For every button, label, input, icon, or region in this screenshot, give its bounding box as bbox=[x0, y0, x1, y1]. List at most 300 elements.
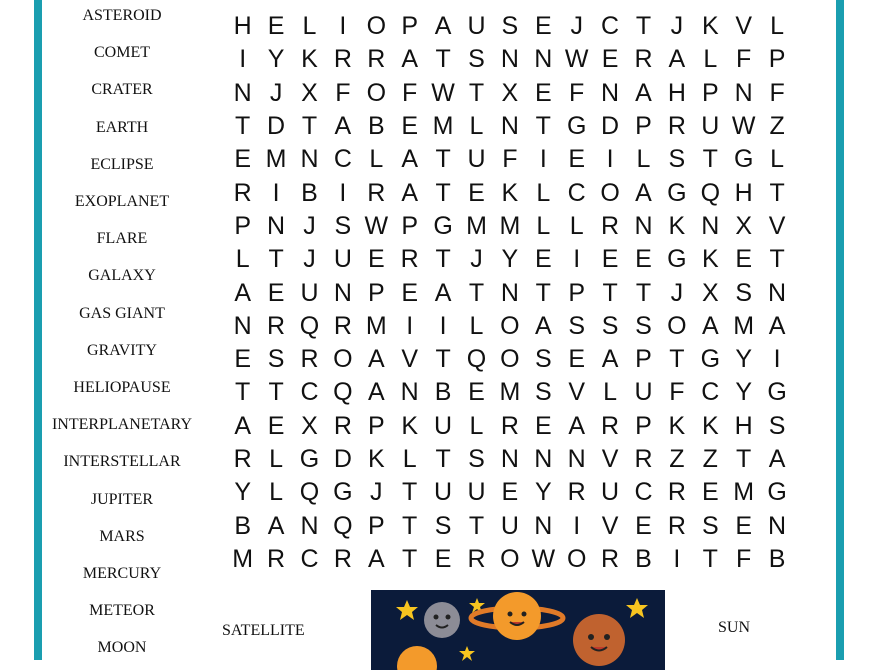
grid-letter: I bbox=[239, 45, 247, 74]
grid-letter: R bbox=[400, 245, 419, 274]
grid-letter: X bbox=[735, 211, 753, 240]
grid-letter: F bbox=[502, 145, 518, 174]
grid-letter: T bbox=[435, 445, 451, 474]
grid-letter: K bbox=[668, 211, 686, 240]
grid-letter: P bbox=[635, 112, 652, 141]
grid-letter: O bbox=[500, 544, 520, 573]
grid-letter: N bbox=[768, 278, 787, 307]
grid-letter: L bbox=[269, 478, 284, 507]
grid-letter: M bbox=[499, 378, 521, 407]
grid-letter: L bbox=[269, 445, 284, 474]
grid-letter: Q bbox=[299, 478, 320, 507]
word-list-item: METEOR bbox=[89, 602, 155, 620]
grid-letter: K bbox=[668, 411, 686, 440]
grid-letter: N bbox=[768, 511, 787, 540]
grid-letter: N bbox=[601, 78, 620, 107]
grid-letter: N bbox=[267, 211, 286, 240]
word-list-item: ASTEROID bbox=[82, 7, 162, 24]
grid-letter: S bbox=[434, 511, 452, 540]
grid-letter: L bbox=[469, 411, 484, 440]
grid-letter: O bbox=[667, 311, 687, 340]
grid-letter: T bbox=[268, 378, 284, 407]
grid-letter: J bbox=[269, 78, 283, 107]
grid-letter: P bbox=[367, 278, 385, 307]
grid-letter: S bbox=[267, 345, 285, 374]
grid-letter: H bbox=[233, 12, 252, 41]
grid-letter: U bbox=[434, 411, 453, 440]
grid-letter: K bbox=[301, 45, 318, 74]
grid-letter: T bbox=[402, 511, 418, 540]
grid-letter: C bbox=[567, 178, 586, 207]
grid-letter: P bbox=[568, 278, 586, 307]
grid-letter: V bbox=[601, 445, 619, 474]
grid-letter: S bbox=[468, 45, 485, 74]
grid-letter: F bbox=[769, 78, 785, 107]
grid-letter: P bbox=[701, 78, 719, 107]
grid-letter: R bbox=[634, 45, 653, 74]
grid-letter: A bbox=[601, 345, 619, 374]
grid-letter: V bbox=[768, 211, 786, 240]
grid-letter: S bbox=[568, 311, 586, 340]
page-border-right bbox=[836, 0, 844, 660]
grid-letter: T bbox=[736, 445, 752, 474]
grid-letter: L bbox=[369, 145, 384, 174]
grid-letter: U bbox=[467, 12, 486, 41]
grid-letter: A bbox=[635, 78, 652, 107]
grid-letter: V bbox=[735, 12, 753, 41]
grid-letter: B bbox=[301, 178, 318, 207]
word-list-item: FLARE bbox=[96, 230, 148, 248]
grid-letter: I bbox=[573, 511, 581, 540]
grid-letter: E bbox=[635, 245, 652, 274]
grid-letter: Y bbox=[267, 45, 285, 74]
grid-letter: I bbox=[439, 311, 447, 340]
grid-letter: T bbox=[435, 345, 451, 374]
grid-letter: M bbox=[733, 478, 755, 507]
grid-letter: V bbox=[568, 378, 586, 407]
grid-letter: I bbox=[539, 145, 547, 174]
grid-letter: I bbox=[773, 345, 781, 374]
grid-letter: O bbox=[366, 12, 387, 41]
grid-letter: R bbox=[634, 445, 653, 474]
grid-letter: I bbox=[606, 145, 614, 174]
grid-letter: O bbox=[500, 311, 520, 340]
grid-letter: F bbox=[669, 378, 685, 407]
grid-letter: L bbox=[469, 311, 484, 340]
grid-letter: Q bbox=[333, 378, 353, 407]
grid-letter: X bbox=[301, 78, 318, 107]
grid-letter: U bbox=[701, 112, 720, 141]
grid-letter: J bbox=[570, 12, 583, 41]
grid-letter: N bbox=[701, 211, 720, 240]
word-list-item: INTERPLANETARY bbox=[51, 416, 193, 434]
grid-letter: P bbox=[768, 45, 786, 74]
grid-letter: E bbox=[401, 112, 419, 141]
grid-letter: D bbox=[601, 112, 620, 141]
grid-letter: R bbox=[567, 478, 586, 507]
grid-letter: M bbox=[265, 145, 287, 174]
grid-letter: M bbox=[733, 311, 755, 340]
grid-letter: N bbox=[634, 211, 653, 240]
grid-letter: U bbox=[601, 478, 620, 507]
grid-letter: B bbox=[768, 544, 786, 573]
grid-letter: D bbox=[267, 112, 286, 141]
grid-letter: C bbox=[300, 378, 319, 407]
grid-letter: L bbox=[703, 45, 718, 74]
grid-letter: U bbox=[500, 511, 519, 540]
word-list-item: COMET bbox=[94, 44, 150, 62]
grid-letter: T bbox=[301, 112, 318, 141]
grid-letter: M bbox=[499, 211, 521, 240]
grid-letter: T bbox=[702, 544, 718, 573]
grid-letter: U bbox=[333, 245, 352, 274]
planets-illustration bbox=[367, 590, 669, 670]
grid-letter: P bbox=[234, 211, 252, 240]
grid-letter: E bbox=[401, 278, 419, 307]
grid-letter: M bbox=[232, 544, 254, 573]
grid-letter: R bbox=[500, 411, 519, 440]
grid-letter: A bbox=[334, 112, 352, 141]
grid-letter: T bbox=[435, 145, 451, 174]
grid-letter: I bbox=[339, 178, 347, 207]
grid-letter: E bbox=[501, 478, 519, 507]
grid-letter: B bbox=[635, 544, 652, 573]
grid-letter: A bbox=[434, 278, 452, 307]
word-list-item: ECLIPSE bbox=[90, 155, 154, 173]
grid-letter: A bbox=[668, 45, 686, 74]
grid-letter: J bbox=[370, 478, 383, 507]
grid-letter: E bbox=[267, 278, 285, 307]
grid-letter: L bbox=[536, 211, 551, 240]
grid-letter: N bbox=[500, 112, 519, 141]
grid-letter: T bbox=[402, 544, 418, 573]
grid-letter: A bbox=[768, 445, 786, 474]
grid-letter: M bbox=[466, 211, 487, 240]
grid-letter: Y bbox=[501, 245, 519, 274]
grid-letter: I bbox=[573, 245, 581, 274]
grid-letter: H bbox=[667, 78, 686, 107]
word-list-item: MARS bbox=[99, 527, 145, 545]
word-list-item: MERCURY bbox=[82, 565, 162, 582]
grid-letter: N bbox=[534, 45, 553, 74]
grid-letter: T bbox=[235, 378, 251, 407]
grid-letter: W bbox=[364, 211, 389, 240]
grid-letter: L bbox=[569, 211, 584, 240]
grid-letter: U bbox=[434, 478, 453, 507]
grid-letter: G bbox=[566, 112, 587, 141]
grid-letter: W bbox=[731, 112, 756, 141]
grid-letter: E bbox=[367, 245, 385, 274]
grid-letter: A bbox=[267, 511, 285, 540]
grid-letter: A bbox=[434, 12, 452, 41]
grid-letter: L bbox=[402, 445, 417, 474]
grid-letter: T bbox=[435, 178, 451, 207]
grid-letter: Z bbox=[669, 445, 685, 474]
grid-letter: L bbox=[770, 12, 785, 41]
grid-letter: A bbox=[768, 311, 786, 340]
grid-letter: D bbox=[333, 445, 352, 474]
grid-letter: V bbox=[401, 345, 419, 374]
grid-letter: R bbox=[333, 544, 352, 573]
grid-letter: Z bbox=[702, 445, 718, 474]
grid-letter: T bbox=[468, 511, 485, 540]
grid-letter: R bbox=[601, 211, 620, 240]
grid-letter: G bbox=[700, 345, 721, 374]
grid-letter: S bbox=[635, 311, 652, 340]
grid-letter: E bbox=[267, 12, 285, 41]
grid-letter: L bbox=[469, 112, 484, 141]
grid-letter: T bbox=[635, 278, 652, 307]
grid-letter: F bbox=[736, 45, 752, 74]
grid-letter: R bbox=[601, 544, 620, 573]
grid-letter: N bbox=[534, 511, 553, 540]
word-list-item: GAS GIANT bbox=[79, 304, 165, 322]
word-list-item: MOON bbox=[97, 639, 147, 657]
grid-letter: E bbox=[234, 145, 252, 174]
grid-letter: E bbox=[534, 245, 552, 274]
grid-letter: O bbox=[333, 345, 353, 374]
word-satellite: SATELLITE bbox=[222, 622, 305, 639]
word-list-item: GALAXY bbox=[88, 267, 156, 285]
grid-letter: E bbox=[468, 378, 485, 407]
grid-letter: A bbox=[367, 378, 385, 407]
grid-letter: L bbox=[770, 145, 785, 174]
grid-letter: A bbox=[367, 544, 385, 573]
grid-letter: A bbox=[367, 345, 385, 374]
grid-letter: A bbox=[234, 278, 252, 307]
grid-letter: T bbox=[268, 245, 284, 274]
grid-letter: A bbox=[401, 45, 419, 74]
grid-letter: N bbox=[300, 511, 319, 540]
grid-letter: Q bbox=[333, 511, 353, 540]
grid-letter: K bbox=[701, 411, 719, 440]
grid-letter: N bbox=[300, 145, 319, 174]
grid-letter: G bbox=[767, 378, 787, 407]
grid-letter: R bbox=[333, 45, 352, 74]
grid-letter: K bbox=[701, 245, 719, 274]
grid-letter: E bbox=[434, 544, 452, 573]
grid-letter: S bbox=[601, 311, 619, 340]
grid-letter: L bbox=[636, 145, 651, 174]
grid-letter: L bbox=[302, 12, 317, 41]
grid-letter: R bbox=[333, 411, 352, 440]
grid-letter: J bbox=[303, 245, 316, 274]
grid-letter: G bbox=[667, 178, 687, 207]
grid-letter: R bbox=[233, 178, 252, 207]
grid-letter: F bbox=[402, 78, 418, 107]
grid-letter: U bbox=[300, 278, 319, 307]
word-sun: SUN bbox=[718, 619, 751, 636]
grid-letter: Q bbox=[700, 178, 721, 207]
grid-letter: E bbox=[234, 345, 252, 374]
grid-letter: R bbox=[233, 445, 252, 474]
grid-letter: W bbox=[531, 544, 556, 573]
grid-letter: F bbox=[569, 78, 585, 107]
grid-letter: T bbox=[669, 345, 685, 374]
letter-grid bbox=[226, 10, 794, 576]
grid-letter: E bbox=[468, 178, 485, 207]
grid-letter: T bbox=[602, 278, 618, 307]
grid-letter: P bbox=[367, 511, 385, 540]
grid-letter: S bbox=[534, 378, 552, 407]
grid-letter: O bbox=[500, 345, 520, 374]
word-list-item: CRATER bbox=[91, 81, 153, 99]
grid-letter: S bbox=[768, 411, 786, 440]
grid-letter: E bbox=[534, 78, 552, 107]
grid-letter: S bbox=[334, 211, 352, 240]
grid-letter: N bbox=[567, 445, 586, 474]
grid-letter: S bbox=[735, 278, 753, 307]
grid-letter: S bbox=[501, 12, 519, 41]
grid-letter: K bbox=[367, 445, 385, 474]
grid-letter: L bbox=[536, 178, 551, 207]
grid-letter: J bbox=[670, 12, 684, 41]
grid-letter: R bbox=[267, 544, 286, 573]
grid-letter: N bbox=[500, 445, 519, 474]
grid-letter: A bbox=[568, 411, 586, 440]
grid-letter: M bbox=[432, 112, 454, 141]
grid-letter: G bbox=[733, 145, 754, 174]
grid-letter: T bbox=[769, 178, 785, 207]
grid-letter: F bbox=[736, 544, 752, 573]
grid-letter: Y bbox=[735, 378, 753, 407]
grid-letter: E bbox=[534, 411, 552, 440]
grid-letter: N bbox=[534, 445, 553, 474]
grid-letter: O bbox=[600, 178, 620, 207]
grid-letter: T bbox=[769, 245, 785, 274]
grid-letter: W bbox=[431, 78, 455, 107]
grid-letter: P bbox=[367, 411, 385, 440]
grid-letter: E bbox=[601, 45, 619, 74]
grid-letter: E bbox=[735, 245, 753, 274]
grid-letter: G bbox=[433, 211, 453, 240]
grid-letter: K bbox=[701, 12, 719, 41]
grid-letter: A bbox=[234, 411, 252, 440]
grid-letter: N bbox=[400, 378, 419, 407]
grid-letter: T bbox=[535, 278, 551, 307]
grid-letter: B bbox=[367, 112, 385, 141]
grid-letter: G bbox=[333, 478, 353, 507]
grid-letter: T bbox=[402, 478, 418, 507]
grid-letter: H bbox=[734, 411, 753, 440]
grid-letter: L bbox=[603, 378, 618, 407]
grid-letter: Z bbox=[769, 112, 785, 141]
grid-letter: S bbox=[468, 445, 485, 474]
grid-letter: A bbox=[401, 145, 419, 174]
grid-letter: C bbox=[333, 145, 352, 174]
grid-letter: Y bbox=[534, 478, 552, 507]
grid-letter: R bbox=[667, 112, 686, 141]
grid-letter: Y bbox=[234, 478, 252, 507]
grid-letter: E bbox=[267, 411, 285, 440]
grid-letter: C bbox=[300, 544, 319, 573]
grid-letter: C bbox=[634, 478, 653, 507]
grid-letter: R bbox=[667, 478, 686, 507]
grid-letter: W bbox=[564, 45, 589, 74]
grid-letter: R bbox=[300, 345, 319, 374]
grid-letter: G bbox=[767, 478, 787, 507]
grid-letter: N bbox=[500, 45, 519, 74]
word-list-item: EXOPLANET bbox=[74, 193, 170, 210]
grid-letter: U bbox=[467, 145, 486, 174]
grid-letter: N bbox=[734, 78, 753, 107]
grid-letter: R bbox=[667, 511, 686, 540]
grid-letter: E bbox=[735, 511, 753, 540]
grid-letter: G bbox=[299, 445, 320, 474]
grid-letter: P bbox=[635, 345, 652, 374]
grid-letter: R bbox=[333, 311, 352, 340]
grid-letter: X bbox=[501, 78, 519, 107]
grid-letter: O bbox=[366, 78, 387, 107]
brown-planet-icon bbox=[573, 614, 625, 666]
grid-letter: X bbox=[701, 278, 719, 307]
grid-letter: N bbox=[500, 278, 519, 307]
grid-letter: Q bbox=[466, 345, 487, 374]
grid-letter: I bbox=[673, 544, 681, 573]
grid-letter: R bbox=[601, 411, 620, 440]
grid-letter: T bbox=[468, 278, 485, 307]
grid-letter: C bbox=[701, 378, 720, 407]
grid-letter: L bbox=[235, 245, 250, 274]
grid-letter: G bbox=[667, 245, 687, 274]
grid-letter: T bbox=[435, 45, 451, 74]
grid-letter: X bbox=[301, 411, 318, 440]
grid-letter: J bbox=[670, 278, 684, 307]
grid-letter: V bbox=[601, 511, 619, 540]
grid-letter: E bbox=[701, 478, 719, 507]
grid-letter: K bbox=[401, 411, 419, 440]
grid-letter: F bbox=[335, 78, 351, 107]
grid-letter: E bbox=[568, 145, 586, 174]
word-list-item: JUPITER bbox=[90, 490, 154, 508]
grid-letter: A bbox=[534, 311, 552, 340]
grid-letter: T bbox=[702, 145, 718, 174]
grid-letter: E bbox=[568, 345, 586, 374]
grid-letter: P bbox=[635, 411, 652, 440]
grid-letter: S bbox=[668, 145, 686, 174]
grid-letter: H bbox=[734, 178, 753, 207]
grid-letter: T bbox=[635, 12, 652, 41]
grid-letter: N bbox=[333, 278, 352, 307]
gray-planet-icon bbox=[424, 602, 460, 638]
grid-letter: P bbox=[401, 12, 419, 41]
grid-letter: C bbox=[601, 12, 620, 41]
grid-letter: T bbox=[435, 245, 451, 274]
grid-letter: S bbox=[701, 511, 719, 540]
grid-letter: P bbox=[401, 211, 419, 240]
grid-letter: E bbox=[635, 511, 652, 540]
grid-letter: E bbox=[534, 12, 552, 41]
grid-letter: A bbox=[401, 178, 419, 207]
grid-letter: N bbox=[233, 311, 252, 340]
grid-letter: B bbox=[434, 378, 452, 407]
word-list-item: EARTH bbox=[95, 118, 149, 136]
grid-letter: I bbox=[339, 12, 347, 41]
grid-letter: R bbox=[267, 311, 286, 340]
grid-letter: M bbox=[365, 311, 387, 340]
grid-letter: J bbox=[470, 245, 483, 274]
grid-letter: N bbox=[233, 78, 252, 107]
grid-letter: J bbox=[303, 211, 316, 240]
grid-letter: I bbox=[406, 311, 414, 340]
word-list-item: GRAVITY bbox=[87, 341, 157, 359]
grid-letter: U bbox=[634, 378, 653, 407]
grid-letter: T bbox=[468, 78, 485, 107]
grid-letter: Q bbox=[299, 311, 320, 340]
grid-letter: R bbox=[367, 45, 386, 74]
word-list-item: HELIOPAUSE bbox=[73, 379, 171, 396]
grid-letter: U bbox=[467, 478, 486, 507]
